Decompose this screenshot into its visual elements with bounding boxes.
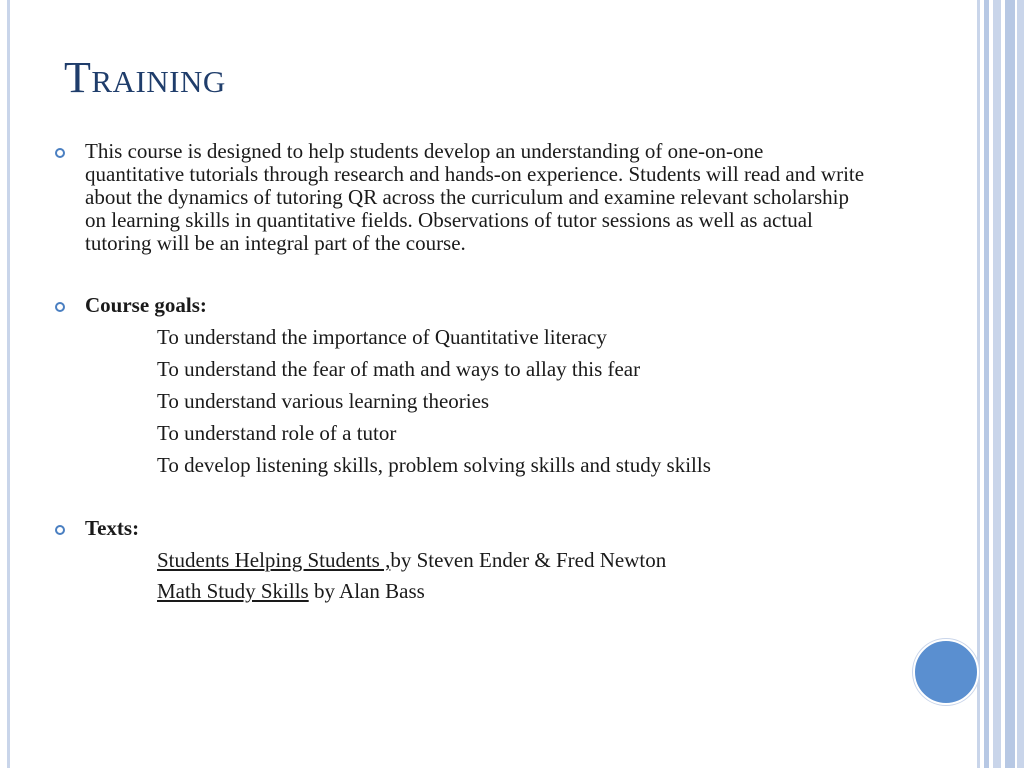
right-stripe xyxy=(984,0,989,768)
course-goals-label: Course goals: xyxy=(85,293,207,317)
goal-item: To develop listening skills, problem solving skills and study skills xyxy=(157,453,711,477)
right-stripe xyxy=(1005,0,1015,768)
book-author: by Alan Bass xyxy=(308,579,425,603)
text-reference xyxy=(157,549,865,572)
goal-item: To understand various learning theories xyxy=(157,389,490,413)
bullet-texts xyxy=(55,517,865,603)
course-description: This course is designed to help students develop an understanding of one-on-one quantitative tutorials through research and hands-on experience. Students will read and write about the dynamics of tutoring QR across the curriculum and examine relevant scholarship on learning skills in quantitative fields. Observations of tutor sessions as well as actual tutoring will be an integral part of the course. xyxy=(85,139,865,255)
slide-body xyxy=(55,140,865,611)
book-author: by Steven Ender & Fred Newton xyxy=(390,548,667,572)
right-stripe xyxy=(993,0,1001,768)
text-reference xyxy=(157,580,865,603)
book-title-link[interactable]: Students Helping Students , xyxy=(157,548,391,572)
goal-item: To understand role of a tutor xyxy=(157,421,397,445)
slide-title: Training xyxy=(64,53,226,102)
bullet-circle-icon xyxy=(55,148,65,158)
left-border-line xyxy=(7,0,10,768)
decorative-circle xyxy=(913,639,979,705)
texts-label: Texts: xyxy=(85,516,140,540)
right-stripe xyxy=(1017,0,1024,768)
bullet-circle-icon xyxy=(55,525,65,535)
right-stripe xyxy=(977,0,980,768)
book-title-link[interactable]: Math Study Skills xyxy=(157,579,309,603)
goal-item: To understand the importance of Quantitative literacy xyxy=(157,325,607,349)
bullet-description xyxy=(55,140,865,255)
goal-item: To understand the fear of math and ways to allay this fear xyxy=(157,357,641,381)
bullet-circle-icon xyxy=(55,302,65,312)
bullet-course-goals xyxy=(55,294,865,477)
